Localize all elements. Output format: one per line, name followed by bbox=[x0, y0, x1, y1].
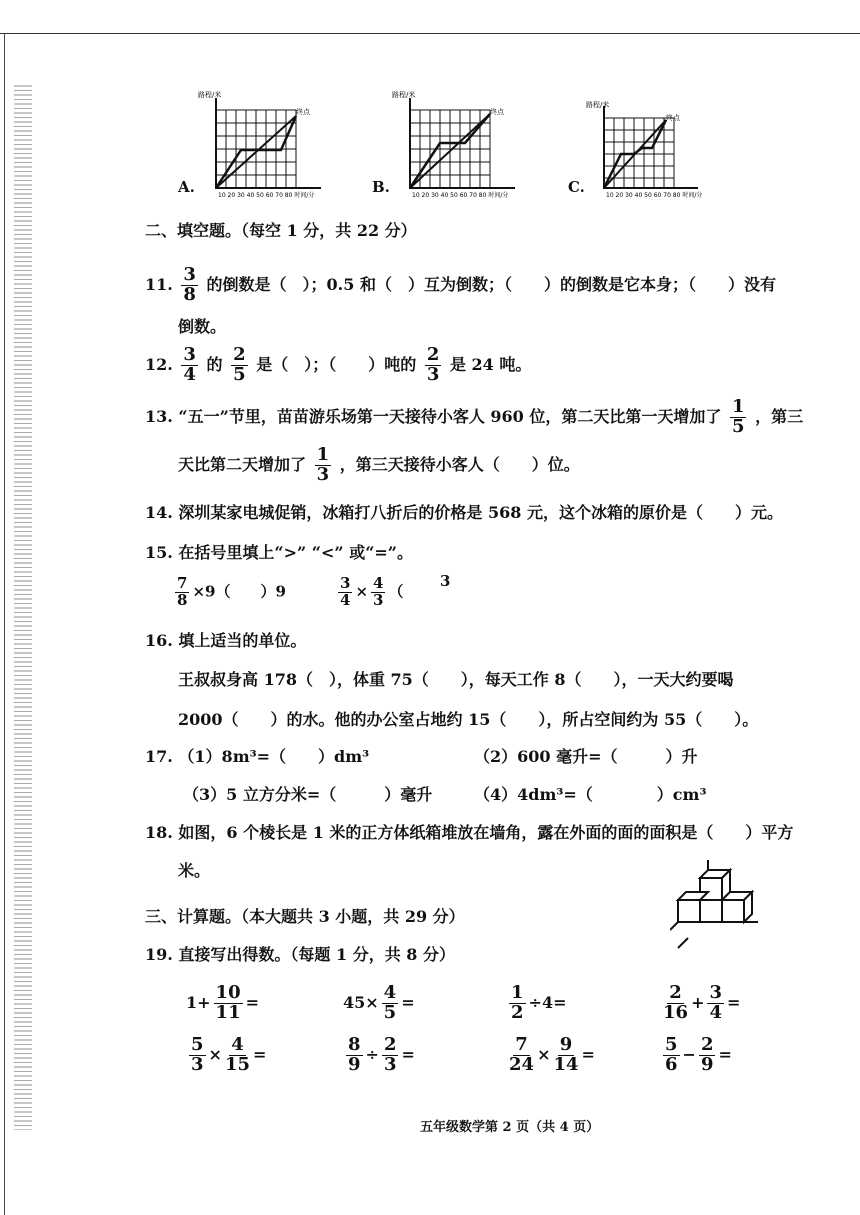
question-text: 在括号里填上“>” “<” 或“=”。 bbox=[178, 543, 414, 562]
question-text: 深圳某家电城促销，冰箱打八折后的价格是 568 元，这个冰箱的原价是（ ）元。 bbox=[178, 503, 783, 522]
question-text: 的 bbox=[206, 354, 223, 374]
end-label: 终点 bbox=[296, 108, 310, 116]
chart-option-a bbox=[178, 88, 338, 198]
chart-option-c bbox=[568, 100, 728, 200]
question-text: 的倒数是（ ）；0.5 和（ ）互为倒数；（ ）的倒数是它本身；（ ）没有 bbox=[206, 274, 776, 294]
question-number: 17. bbox=[145, 747, 173, 766]
conversion-1: （1）8m³=（ ）dm³ bbox=[178, 747, 370, 766]
question-12 bbox=[145, 346, 531, 385]
question-number: 18. bbox=[145, 823, 173, 842]
fraction: $\frac{3}{8}$ bbox=[183, 264, 196, 305]
chart-option-b bbox=[372, 88, 532, 198]
fraction: $\frac{5}{6}$ bbox=[665, 1034, 678, 1075]
fraction: $\frac{4}{3}$ bbox=[373, 574, 384, 609]
calc-item-2: 45× $\frac{4}{5}$ = bbox=[343, 982, 415, 1023]
distance-time-graph bbox=[586, 100, 736, 200]
fraction: $\frac{8}{9}$ bbox=[348, 1034, 361, 1075]
question-16-line1: 王叔叔身高 178（ ），体重 75（ ），每天工作 8（ ），一天大约要喝 bbox=[178, 670, 734, 689]
question-number: 15. bbox=[145, 543, 173, 562]
question-17 bbox=[145, 744, 369, 767]
question-text: “五一”节里，苗苗游乐场第一天接待小客人 960 位，第二天比第一天增加了 bbox=[178, 406, 722, 426]
section-3-title: 三、计算题。（本大题共 3 小题，共 29 分） bbox=[145, 907, 465, 926]
conversion-4: （4）4dm³=（ ）cm³ bbox=[474, 785, 707, 804]
question-16-line2: 2000（ ）的水。他的办公室占地约 15（ ），所占空间约为 55（ ）。 bbox=[178, 710, 759, 729]
question-text: 填上适当的单位。 bbox=[178, 631, 307, 650]
calc-item-3: $\frac{1}{2}$ ÷4= bbox=[511, 982, 567, 1023]
stacked-cubes-figure bbox=[670, 858, 770, 950]
question-13 bbox=[145, 398, 803, 437]
question-number: 13. bbox=[145, 406, 173, 426]
page-footer: 五年级数学第 2 页（共 4 页） bbox=[420, 1120, 600, 1135]
calc-item-7: $\frac{7}{24}$ × $\frac{9}{14}$ = bbox=[509, 1034, 595, 1075]
fraction: $\frac{4}{5}$ bbox=[383, 982, 397, 1023]
question-number: 16. bbox=[145, 631, 173, 650]
question-18 bbox=[145, 820, 793, 843]
fraction: $\frac{2}{3}$ bbox=[383, 1034, 397, 1075]
question-text: 是 24 吨。 bbox=[449, 354, 532, 374]
x-axis-label: 10 20 30 40 50 60 70 80 时间/分 bbox=[412, 192, 509, 198]
fraction: $\frac{7}{24}$ bbox=[509, 1034, 535, 1075]
fraction: $\frac{5}{3}$ bbox=[191, 1034, 204, 1075]
question-number: 12. bbox=[145, 354, 173, 374]
question-19 bbox=[145, 942, 455, 965]
end-label: 终点 bbox=[490, 108, 504, 116]
question-text: 如图，6 个棱长是 1 米的正方体纸箱堆放在墙角，露在外面的面的面积是（ ）平方 bbox=[178, 823, 794, 842]
question-13-line2 bbox=[178, 446, 580, 485]
question-number: 19. bbox=[145, 945, 173, 964]
compare-expression-3: 3 bbox=[440, 572, 451, 590]
fraction: $\frac{2}{16}$ bbox=[663, 982, 689, 1023]
fraction: $\frac{4}{15}$ bbox=[224, 1034, 250, 1075]
calc-item-4: $\frac{2}{16}$ + $\frac{3}{4}$ = bbox=[663, 982, 741, 1023]
calc-item-8: $\frac{5}{6}$ − $\frac{2}{9}$ = bbox=[665, 1034, 732, 1075]
page-left-border bbox=[4, 33, 5, 1215]
question-text: ，第三天接待小客人（ ）位。 bbox=[339, 454, 580, 474]
fraction: $\frac{3}{4}$ bbox=[709, 982, 722, 1023]
section-2-title: 二、填空题。（每空 1 分，共 22 分） bbox=[145, 221, 417, 240]
fraction: $\frac{3}{4}$ bbox=[183, 344, 196, 385]
y-axis-label: 路程/米 bbox=[392, 91, 416, 99]
fraction: $\frac{1}{5}$ bbox=[731, 396, 745, 437]
calc-item-5: $\frac{5}{3}$ × $\frac{4}{15}$ = bbox=[191, 1034, 267, 1075]
question-text: ，第三 bbox=[755, 406, 804, 426]
option-label: B. bbox=[372, 178, 390, 196]
fraction: $\frac{2}{5}$ bbox=[233, 344, 246, 385]
question-11-line2: 倒数。 bbox=[178, 317, 227, 336]
fraction: $\frac{3}{4}$ bbox=[340, 574, 351, 609]
option-label: C. bbox=[568, 178, 585, 196]
distance-time-graph bbox=[390, 88, 540, 198]
question-16 bbox=[145, 628, 306, 651]
fraction: $\frac{10}{11}$ bbox=[215, 982, 241, 1023]
calc-item-1: 1+ $\frac{10}{11}$ = bbox=[186, 982, 260, 1023]
question-text: 天比第二天增加了 bbox=[178, 454, 307, 474]
binding-margin-text bbox=[14, 85, 32, 1130]
fraction: $\frac{7}{8}$ bbox=[177, 574, 188, 609]
fraction: $\frac{1}{3}$ bbox=[316, 444, 330, 485]
fraction: $\frac{2}{3}$ bbox=[426, 344, 440, 385]
question-14 bbox=[145, 500, 783, 523]
fraction: $\frac{2}{9}$ bbox=[700, 1034, 714, 1075]
question-text: 是（ ）；（ ）吨的 bbox=[256, 354, 417, 374]
distance-time-graph bbox=[196, 88, 346, 198]
end-label: 终点 bbox=[666, 114, 680, 122]
conversion-2: （2）600 毫升=（ ）升 bbox=[474, 747, 698, 766]
y-axis-label: 路程/米 bbox=[198, 91, 222, 99]
y-axis-label: 路程/米 bbox=[586, 101, 610, 109]
fraction: $\frac{1}{2}$ bbox=[511, 982, 524, 1023]
question-18-line2: 米。 bbox=[178, 861, 211, 880]
x-axis-label: 10 20 30 40 50 60 70 80 时间/分 bbox=[218, 192, 315, 198]
option-label: A. bbox=[178, 178, 195, 196]
calc-item-6: $\frac{8}{9}$ ÷ $\frac{2}{3}$ = bbox=[348, 1034, 415, 1075]
question-11 bbox=[145, 266, 776, 305]
question-number: 11. bbox=[145, 274, 173, 294]
question-text: 直接写出得数。（每题 1 分，共 8 分） bbox=[178, 945, 455, 964]
conversion-3: （3）5 立方分米=（ ）毫升 bbox=[183, 785, 433, 804]
page-top-border bbox=[0, 33, 860, 34]
question-number: 14. bbox=[145, 503, 173, 522]
compare-expression-2: $\frac{3}{4}$ × $\frac{4}{3}$ （ bbox=[340, 574, 404, 609]
question-15 bbox=[145, 540, 413, 563]
x-axis-label: 10 20 30 40 50 60 70 80 时间/分 bbox=[606, 192, 703, 199]
compare-expression-1: $\frac{7}{8}$ ×9（ ）9 bbox=[177, 574, 286, 609]
fraction: $\frac{9}{14}$ bbox=[553, 1034, 579, 1075]
